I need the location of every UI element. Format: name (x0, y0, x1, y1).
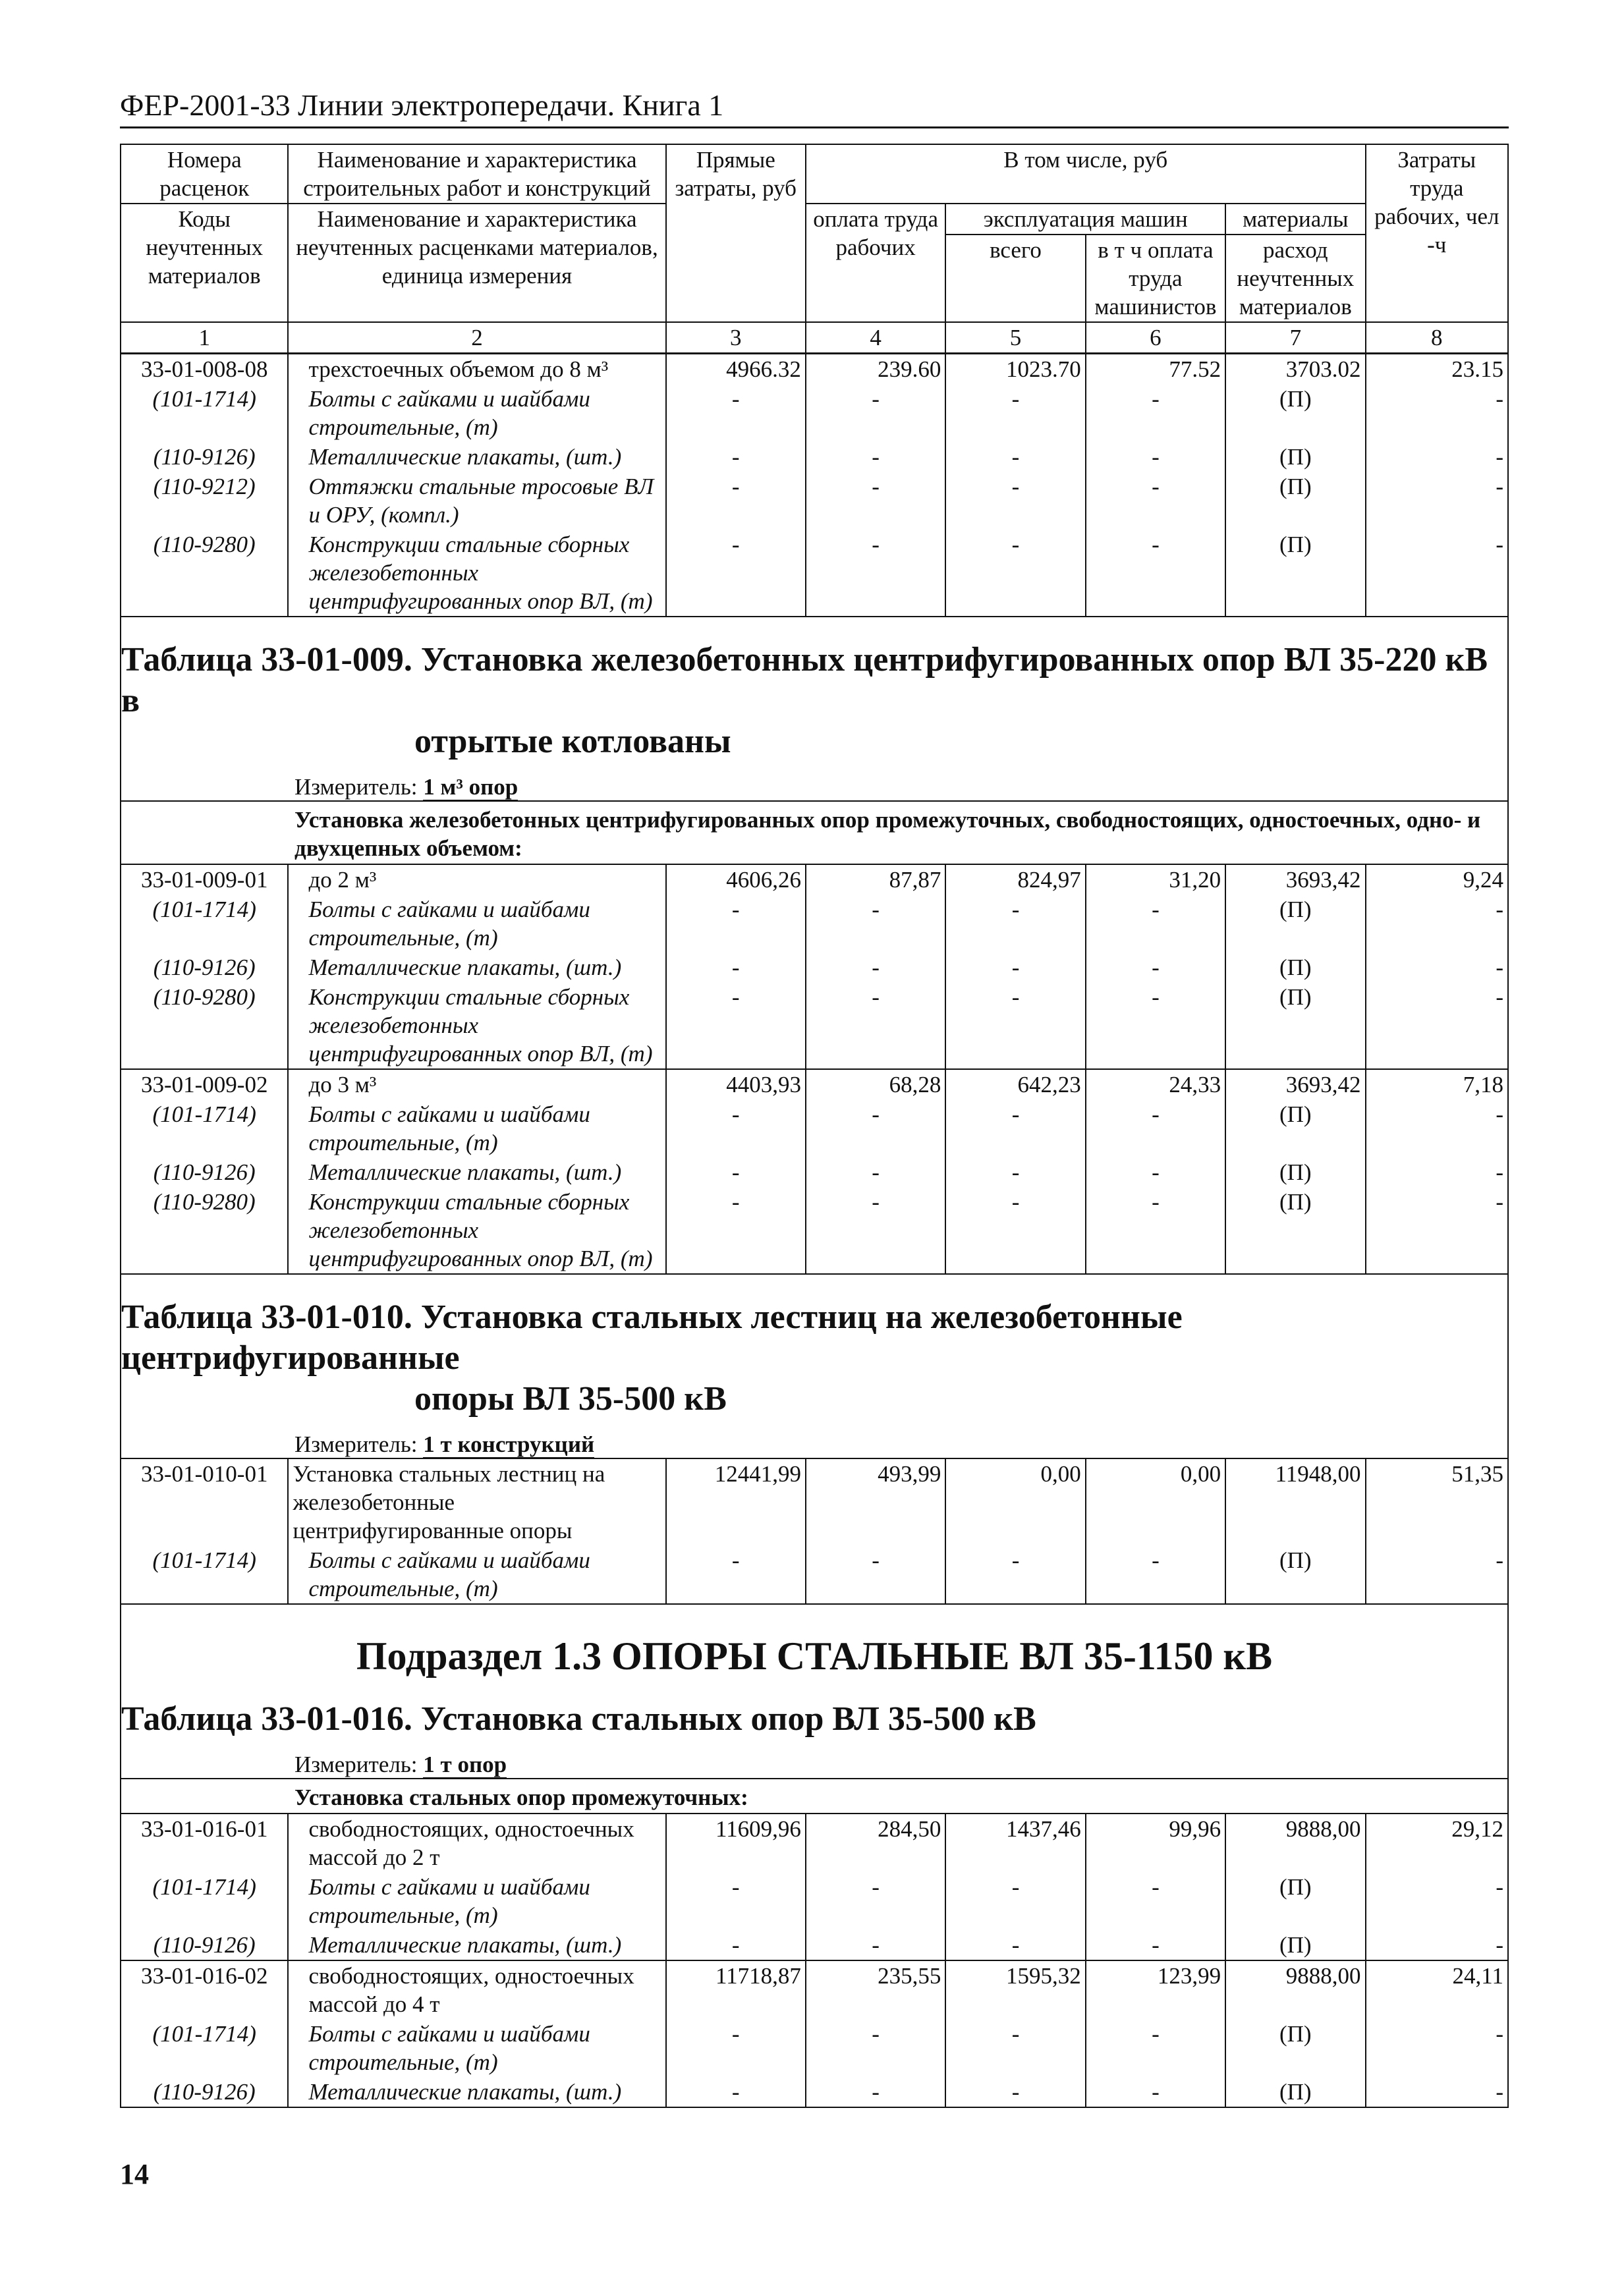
labor-hours-cell: 29,12 (1366, 1814, 1509, 1872)
operators-pay-cell: 24,33 (1086, 1069, 1225, 1099)
material-name: Металлические плакаты, (шт.) (288, 1930, 665, 1960)
labor-hours-cell: - (1366, 1545, 1509, 1604)
col-labor-pay-header: оплата труда рабочих (806, 204, 945, 322)
measure-label: Измеритель: (294, 1431, 418, 1457)
labor-pay-cell: - (806, 1930, 945, 1960)
machines-total-cell: - (945, 530, 1085, 617)
labor-pay-cell: - (806, 472, 945, 530)
labor-pay-cell: - (806, 442, 945, 472)
rate-row (121, 1960, 1508, 2019)
table-016-title (120, 1699, 1509, 1745)
labor-hours-cell: - (1366, 384, 1508, 442)
materials-cell: 3693,42 (1225, 1069, 1365, 1099)
table-header (121, 144, 1508, 354)
operators-pay-cell: 77.52 (1086, 354, 1225, 385)
material-code: (110-9126) (121, 2077, 288, 2107)
material-name: Болты с гайками и шайбами строительные, (т) (288, 895, 665, 953)
column-number: 1 (121, 322, 288, 354)
labor-hours-cell: - (1366, 1930, 1509, 1960)
material-code: (101-1714) (121, 2019, 288, 2077)
col-including-header: В том числе, руб (806, 144, 1366, 204)
materials-cell: (П) (1225, 1872, 1365, 1930)
direct-costs-cell: - (666, 2077, 806, 2107)
direct-costs-cell: - (666, 2019, 806, 2077)
material-code: (101-1714) (121, 1099, 288, 1157)
material-row (121, 953, 1508, 982)
direct-costs-cell: - (666, 895, 806, 953)
machines-total-cell: - (945, 1872, 1085, 1930)
material-row (121, 384, 1508, 442)
machines-total-cell: 0,00 (945, 1458, 1085, 1545)
operators-pay-cell: - (1086, 2077, 1225, 2107)
materials-cell: 9888,00 (1225, 1814, 1365, 1872)
machines-total-cell: - (945, 472, 1085, 530)
material-name: Металлические плакаты, (шт.) (288, 442, 665, 472)
rate-name: свободностоящих, одностоечных массой до 4 т (288, 1960, 665, 2019)
direct-costs-cell: - (666, 472, 806, 530)
column-number: 5 (945, 322, 1085, 354)
labor-hours-cell: - (1366, 2077, 1509, 2107)
materials-cell: (П) (1225, 982, 1365, 1069)
operators-pay-cell: 0,00 (1086, 1458, 1225, 1545)
col-direct-costs-header: Прямые затраты, руб (666, 144, 806, 322)
material-row (121, 2077, 1508, 2107)
operators-pay-cell: - (1086, 384, 1225, 442)
materials-cell: 9888,00 (1225, 1960, 1365, 2019)
labor-pay-cell: 68,28 (806, 1069, 945, 1099)
machines-total-cell: - (945, 953, 1085, 982)
material-code: (110-9280) (121, 982, 288, 1069)
materials-cell: (П) (1225, 1930, 1365, 1960)
table-009-title-line2: отрытые котлованы (414, 723, 731, 760)
labor-pay-cell: - (806, 2077, 945, 2107)
labor-pay-cell: 493,99 (806, 1458, 945, 1545)
labor-hours-cell: 51,35 (1366, 1458, 1509, 1545)
machines-total-cell: - (945, 384, 1085, 442)
machines-total-cell: 1595,32 (945, 1960, 1085, 2019)
operators-pay-cell: - (1086, 1187, 1225, 1274)
operators-pay-cell: - (1086, 1545, 1225, 1604)
table-016-body (121, 1814, 1508, 2107)
material-code: (101-1714) (121, 1545, 288, 1604)
material-row (121, 1545, 1508, 1604)
rate-code: 33-01-008-08 (121, 354, 288, 385)
operators-pay-cell: - (1086, 1930, 1225, 1960)
labor-pay-cell: - (806, 530, 945, 617)
material-name: Болты с гайками и шайбами строительные, (т) (288, 384, 665, 442)
material-name: Конструкции стальные сборных железобетонных центрифугированных опор ВЛ, (т) (288, 982, 665, 1069)
material-row (121, 530, 1508, 617)
labor-pay-cell: - (806, 2019, 945, 2077)
labor-pay-cell: 235,55 (806, 1960, 945, 2019)
rate-code: 33-01-009-02 (121, 1069, 288, 1099)
materials-cell: 3703.02 (1225, 354, 1365, 385)
machines-total-cell: 1023.70 (945, 354, 1085, 385)
rate-code: 33-01-016-02 (121, 1960, 288, 2019)
material-code: (110-9126) (121, 953, 288, 982)
direct-costs-cell: - (666, 384, 806, 442)
operators-pay-cell: 123,99 (1086, 1960, 1225, 2019)
labor-hours-cell: 9,24 (1366, 864, 1509, 895)
col-material-code-header: Коды неучтенных материалов (121, 204, 288, 322)
materials-cell: (П) (1225, 530, 1365, 617)
rates-table (120, 144, 1509, 617)
direct-costs-cell: 4403,93 (666, 1069, 806, 1099)
table-016-group: Установка стальных опор промежуточных: (120, 1778, 1509, 1813)
measure-label: Измеритель: (294, 774, 418, 800)
materials-cell: (П) (1225, 2077, 1365, 2107)
material-name: Болты с гайками и шайбами строительные, (т) (288, 1545, 665, 1604)
labor-pay-cell: - (806, 982, 945, 1069)
operators-pay-cell: - (1086, 1157, 1225, 1187)
material-row (121, 1187, 1508, 1274)
machines-total-cell: - (945, 1930, 1085, 1960)
table-010-title (120, 1275, 1509, 1425)
direct-costs-cell: - (666, 442, 806, 472)
rate-name: трехстоечных объемом до 8 м³ (288, 354, 665, 385)
column-number: 7 (1225, 322, 1365, 354)
machines-total-cell: - (945, 1099, 1085, 1157)
materials-cell: (П) (1225, 1099, 1365, 1157)
machines-total-cell: - (945, 2077, 1085, 2107)
operators-pay-cell: - (1086, 895, 1225, 953)
labor-hours-cell: - (1366, 2019, 1509, 2077)
measure-value: 1 т конструкций (423, 1431, 595, 1457)
direct-costs-cell: - (666, 982, 806, 1069)
labor-pay-cell: 284,50 (806, 1814, 945, 1872)
material-code: (110-9126) (121, 1157, 288, 1187)
labor-hours-cell: - (1366, 1187, 1509, 1274)
table-010 (120, 1458, 1509, 1605)
material-code: (110-9280) (121, 530, 288, 617)
rate-row (121, 1458, 1508, 1545)
table-016 (120, 1813, 1509, 2108)
labor-pay-cell: - (806, 384, 945, 442)
materials-cell: (П) (1225, 384, 1365, 442)
direct-costs-cell: - (666, 530, 806, 617)
operators-pay-cell: - (1086, 1872, 1225, 1930)
direct-costs-cell: 4966.32 (666, 354, 806, 385)
rate-name: Установка стальных лестниц на железобетонные центрифугированные опоры (288, 1458, 665, 1545)
materials-cell: (П) (1225, 2019, 1365, 2077)
table-009-title-line1: Таблица 33-01-009. Установка железобетонных центрифугированных опор ВЛ 35-220 кВ в (121, 641, 1488, 719)
material-name: Болты с гайками и шайбами строительные, (т) (288, 1872, 665, 1930)
material-row (121, 982, 1508, 1069)
operators-pay-cell: - (1086, 1099, 1225, 1157)
table-010-title-line2: опоры ВЛ 35-500 кВ (414, 1380, 727, 1418)
material-row (121, 2019, 1508, 2077)
material-name: Болты с гайками и шайбами строительные, (т) (288, 1099, 665, 1157)
machines-total-cell: - (945, 982, 1085, 1069)
materials-cell: (П) (1225, 472, 1365, 530)
page-header: ФЕР-2001-33 Линии электропередачи. Книга 1 (120, 87, 1509, 128)
rate-code: 33-01-010-01 (121, 1458, 288, 1545)
labor-hours-cell: - (1366, 530, 1508, 617)
labor-pay-cell: - (806, 1187, 945, 1274)
column-numbers-row (121, 322, 1508, 354)
machines-total-cell: - (945, 1545, 1085, 1604)
labor-pay-cell: - (806, 895, 945, 953)
machines-total-cell: 824,97 (945, 864, 1085, 895)
table-009 (120, 864, 1509, 1275)
operators-pay-cell: - (1086, 2019, 1225, 2077)
labor-hours-cell: - (1366, 442, 1508, 472)
material-row (121, 472, 1508, 530)
material-row (121, 1930, 1508, 1960)
table-009-title (120, 617, 1509, 767)
labor-pay-cell: 87,87 (806, 864, 945, 895)
labor-hours-cell: - (1366, 1099, 1509, 1157)
rate-row (121, 1814, 1508, 1872)
direct-costs-cell: - (666, 1930, 806, 1960)
column-number: 4 (806, 322, 945, 354)
machines-total-cell: - (945, 1157, 1085, 1187)
materials-cell: 11948,00 (1225, 1458, 1365, 1545)
col-material-name-header: Наименование и характеристика неучтенных расценками материалов, единица измерения (288, 204, 665, 322)
table-016-title-line1: Таблица 33-01-016. Установка стальных опор ВЛ 35-500 кВ (121, 1700, 1036, 1738)
col-labor-header: Затраты труда рабочих, чел -ч (1366, 144, 1508, 322)
machines-total-cell: - (945, 1187, 1085, 1274)
material-code: (110-9212) (121, 472, 288, 530)
material-code: (110-9126) (121, 1930, 288, 1960)
materials-cell: 3693,42 (1225, 864, 1365, 895)
col-machines-total-header: всего (945, 235, 1085, 322)
labor-hours-cell: - (1366, 953, 1509, 982)
operators-pay-cell: - (1086, 472, 1225, 530)
rate-name: до 3 м³ (288, 1069, 665, 1099)
table-010-title-line1: Таблица 33-01-010. Установка стальных лестниц на железобетонные центрифугированные (121, 1298, 1183, 1377)
material-row (121, 1872, 1508, 1930)
table-016-measure (120, 1745, 1509, 1778)
material-row (121, 1099, 1508, 1157)
material-name: Металлические плакаты, (шт.) (288, 2077, 665, 2107)
machines-total-cell: - (945, 895, 1085, 953)
table-010-measure (120, 1425, 1509, 1458)
measure-label: Измеритель: (294, 1752, 418, 1777)
material-name: Болты с гайками и шайбами строительные, (т) (288, 2019, 665, 2077)
subsection-title: Подраздел 1.3 ОПОРЫ СТАЛЬНЫЕ ВЛ 35-1150 кВ (120, 1605, 1509, 1699)
labor-hours-cell: - (1366, 1872, 1509, 1930)
materials-cell: (П) (1225, 1187, 1365, 1274)
operators-pay-cell: - (1086, 530, 1225, 617)
labor-pay-cell: 239.60 (806, 354, 945, 385)
direct-costs-cell: - (666, 1187, 806, 1274)
rate-row (121, 1069, 1508, 1099)
material-code: (110-9126) (121, 442, 288, 472)
operators-pay-cell: - (1086, 442, 1225, 472)
rate-row (121, 354, 1508, 385)
col-machines-header: эксплуатация машин (945, 204, 1225, 235)
column-number: 3 (666, 322, 806, 354)
block-33-01-008 (121, 354, 1508, 617)
material-name: Металлические плакаты, (шт.) (288, 1157, 665, 1187)
rate-name: свободностоящих, одностоечных массой до 2 т (288, 1814, 665, 1872)
materials-cell: (П) (1225, 1545, 1365, 1604)
materials-cell: (П) (1225, 1157, 1365, 1187)
labor-hours-cell: - (1366, 1157, 1509, 1187)
material-name: Конструкции стальные сборных железобетонных центрифугированных опор ВЛ, (т) (288, 530, 665, 617)
labor-pay-cell: - (806, 953, 945, 982)
direct-costs-cell: - (666, 1157, 806, 1187)
machines-total-cell: 1437,46 (945, 1814, 1085, 1872)
labor-pay-cell: - (806, 1545, 945, 1604)
rate-name: до 2 м³ (288, 864, 665, 895)
machines-total-cell: 642,23 (945, 1069, 1085, 1099)
direct-costs-cell: - (666, 1872, 806, 1930)
materials-cell: (П) (1225, 953, 1365, 982)
direct-costs-cell: - (666, 1545, 806, 1604)
material-name: Оттяжки стальные тросовые ВЛ и ОРУ, (компл.) (288, 472, 665, 530)
rates-document (120, 144, 1509, 2108)
table-009-measure (120, 767, 1509, 800)
table-010-body (121, 1458, 1508, 1604)
col-unaccounted-materials-header: расход неучтенных материалов (1225, 235, 1365, 322)
operators-pay-cell: 31,20 (1086, 864, 1225, 895)
materials-cell: (П) (1225, 442, 1365, 472)
col-operators-pay-header: в т ч оплата труда машинистов (1086, 235, 1225, 322)
rate-code: 33-01-016-01 (121, 1814, 288, 1872)
direct-costs-cell: 11609,96 (666, 1814, 806, 1872)
machines-total-cell: - (945, 2019, 1085, 2077)
material-code: (101-1714) (121, 384, 288, 442)
material-row (121, 895, 1508, 953)
material-row (121, 1157, 1508, 1187)
direct-costs-cell: - (666, 953, 806, 982)
measure-value: 1 м³ опор (423, 774, 518, 800)
labor-pay-cell: - (806, 1872, 945, 1930)
direct-costs-cell: - (666, 1099, 806, 1157)
labor-hours-cell: 24,11 (1366, 1960, 1509, 2019)
direct-costs-cell: 12441,99 (666, 1458, 806, 1545)
measure-value: 1 т опор (423, 1752, 507, 1777)
labor-hours-cell: 23.15 (1366, 354, 1508, 385)
operators-pay-cell: - (1086, 953, 1225, 982)
labor-hours-cell: - (1366, 895, 1509, 953)
material-name: Конструкции стальные сборных железобетонных центрифугированных опор ВЛ, (т) (288, 1187, 665, 1274)
labor-pay-cell: - (806, 1099, 945, 1157)
rate-row (121, 864, 1508, 895)
material-code: (110-9280) (121, 1187, 288, 1274)
direct-costs-cell: 11718,87 (666, 1960, 806, 2019)
labor-hours-cell: 7,18 (1366, 1069, 1509, 1099)
machines-total-cell: - (945, 442, 1085, 472)
page-number: 14 (120, 2158, 149, 2190)
material-row (121, 442, 1508, 472)
labor-pay-cell: - (806, 1157, 945, 1187)
col-rate-number-header: Номера расценок (121, 144, 288, 204)
table-009-body (121, 864, 1508, 1274)
labor-hours-cell: - (1366, 982, 1509, 1069)
operators-pay-cell: - (1086, 982, 1225, 1069)
operators-pay-cell: 99,96 (1086, 1814, 1225, 1872)
column-number: 8 (1366, 322, 1508, 354)
rate-code: 33-01-009-01 (121, 864, 288, 895)
material-code: (101-1714) (121, 895, 288, 953)
col-materials-header: материалы (1225, 204, 1365, 235)
column-number: 6 (1086, 322, 1225, 354)
material-code: (101-1714) (121, 1872, 288, 1930)
column-number: 2 (288, 322, 665, 354)
table-009-group: Установка железобетонных центрифугированных опор промежуточных, свободностоящих, одностоечных, одно- и двухцепных объемом: (120, 800, 1509, 864)
materials-cell: (П) (1225, 895, 1365, 953)
col-work-name-header: Наименование и характеристика строительных работ и конструкций (288, 144, 665, 204)
direct-costs-cell: 4606,26 (666, 864, 806, 895)
labor-hours-cell: - (1366, 472, 1508, 530)
material-name: Металлические плакаты, (шт.) (288, 953, 665, 982)
